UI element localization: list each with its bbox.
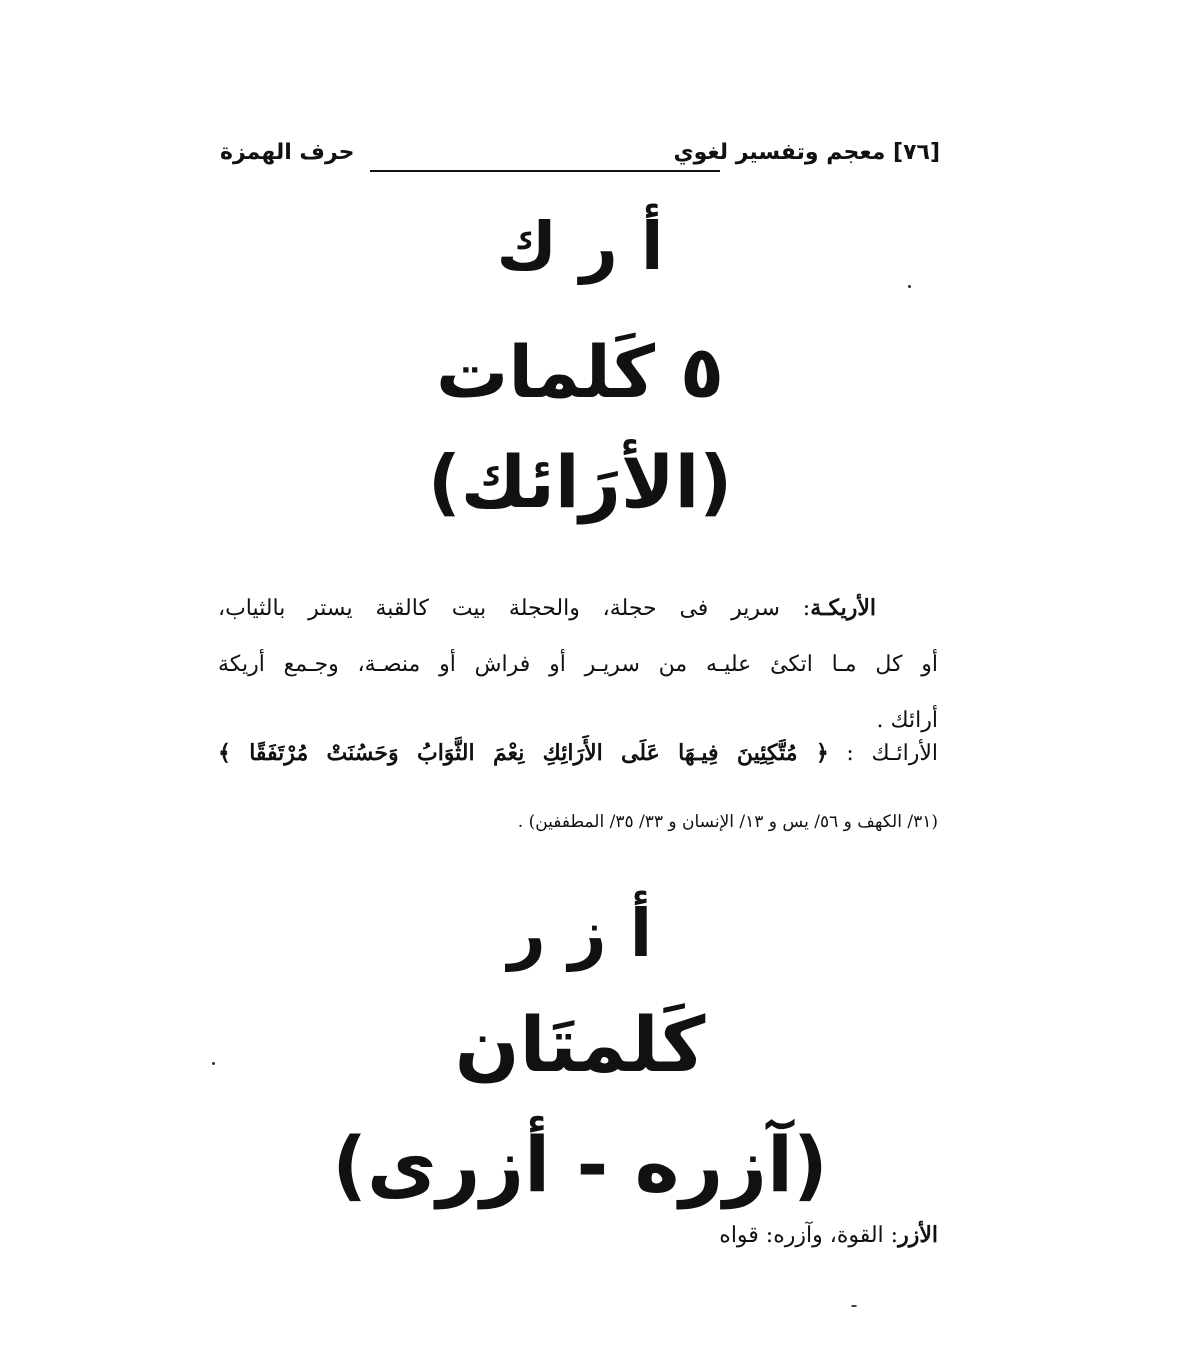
definition-line-2: أو كل مـا اتكئ عليـه من سريـر أو فراش أو منصـة، وجـمع أريكة — [218, 652, 938, 677]
definition-line-3: أرائك . — [876, 708, 938, 733]
entry2-definition-text: : القوة، وآزره: قواه — [719, 1223, 899, 1248]
verse-references: (٣١/ الكهف و ٥٦/ يس و ١٣/ الإنسان و ٣٣/ ٣٥/ المطففين) . — [517, 812, 938, 832]
entry2-definition — [218, 1222, 1000, 1248]
entry2-words: (آزره - أزرى) — [332, 1120, 828, 1209]
definition-line-1 — [218, 580, 938, 637]
verse-term: الأرائـك : — [846, 741, 938, 766]
entry1-word-count: ٥ كَلمات — [436, 330, 724, 414]
scan-speck — [851, 1305, 857, 1307]
header-rule — [370, 170, 720, 172]
header-chapter-title: حرف الهمزة — [220, 140, 355, 165]
scan-speck — [212, 1062, 215, 1065]
entry2-word-count: كَلمتَان — [454, 1000, 706, 1089]
page-header — [220, 140, 940, 184]
entry2-root: أ ز ر — [507, 895, 653, 972]
entry1-definition — [218, 580, 938, 749]
quran-verse: ﴿ مُتَّكِئِينَ فِيـهَا عَلَى الأَرَائِكِ نِعْمَ الثَّوَابُ وَحَسُنَتْ مُرْتَفَقًا ﴾ — [218, 740, 829, 766]
quran-verse-line — [218, 740, 1000, 766]
definition-term: الأريكـة — [810, 595, 876, 621]
definition-line-1-text: : سرير فى حجلة، والحجلة بيت كالقبة يستر بالثياب، — [218, 596, 811, 621]
entry1-root: أ ر ك — [496, 208, 664, 285]
scan-speck — [908, 285, 911, 288]
header-book-title: [٧٦] معجم وتفسير لغوي — [673, 140, 940, 165]
entry2-term: الأزر — [898, 1222, 938, 1248]
entry1-words: (الأرَائك) — [427, 440, 733, 524]
